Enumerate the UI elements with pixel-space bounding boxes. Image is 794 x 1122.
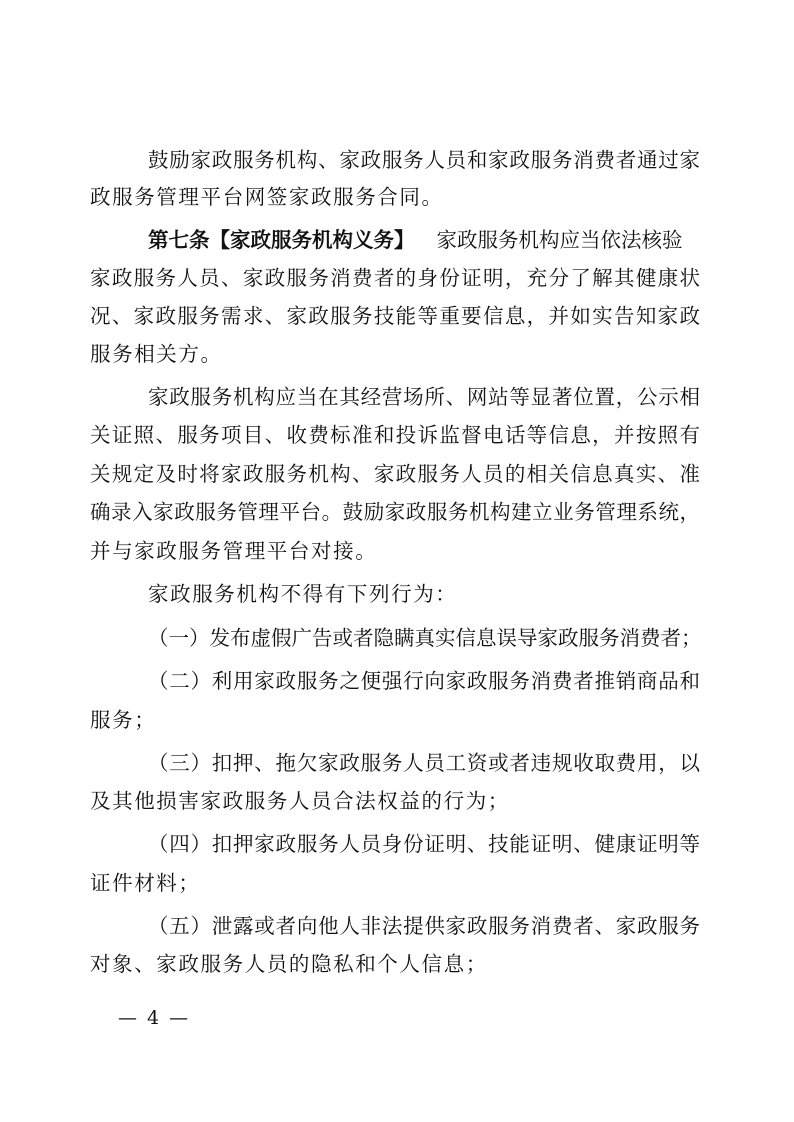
- paragraph-line: 关证照、服务项目、收费标准和投诉监督电话等信息，并按照有: [90, 423, 700, 447]
- paragraph-line: 家政服务人员、家政服务消费者的身份证明，充分了解其健康状: [90, 266, 700, 290]
- paragraph-line: 并与家政服务管理平台对接。: [90, 539, 378, 563]
- paragraph-line: 关规定及时将家政服务机构、家政服务人员的相关信息真实、准: [90, 462, 700, 486]
- paragraph-line: 况、家政服务需求、家政服务技能等重要信息，并如实告知家政: [90, 304, 700, 328]
- paragraph-line: 确录入家政服务管理平台。鼓励家政服务机构建立业务管理系统，: [90, 500, 700, 524]
- list-item-4: （四）扣押家政服务人员身份证明、技能证明、健康证明等: [148, 832, 700, 856]
- paragraph-line: 政服务管理平台网签家政服务合同。: [90, 185, 444, 209]
- article-7-heading: 第七条【家政服务机构义务】: [148, 228, 415, 252]
- list-item-3: （三）扣押、拖欠家政服务人员工资或者违规收取费用，以: [148, 751, 700, 775]
- list-item-3-continuation: 及其他损害家政服务人员合法权益的行为；: [90, 789, 510, 813]
- list-item-1: （一）发布虚假广告或者隐瞒真实信息误导家政服务消费者；: [148, 626, 702, 650]
- paragraph-line: 家政服务机构应当在其经营场所、网站等显著位置，公示相: [148, 385, 700, 409]
- list-item-2: （二）利用家政服务之便强行向家政服务消费者推销商品和: [148, 669, 700, 693]
- paragraph-line: 鼓励家政服务机构、家政服务人员和家政服务消费者通过家: [148, 148, 700, 172]
- article-7-first-text: 家政服务机构应当依法核验: [436, 228, 683, 252]
- paragraph-line: 服务相关方。: [90, 342, 223, 366]
- list-item-4-continuation: 证件材料；: [90, 871, 201, 895]
- paragraph-line: 家政服务机构不得有下列行为：: [148, 582, 458, 606]
- article-7-first-line: [148, 226, 683, 254]
- list-item-5: （五）泄露或者向他人非法提供家政服务消费者、家政服务: [148, 914, 700, 938]
- list-item-5-continuation: 对象、家政服务人员的隐私和个人信息；: [90, 952, 488, 976]
- page-number: — 4 —: [118, 1007, 191, 1029]
- list-item-2-continuation: 服务；: [90, 708, 157, 732]
